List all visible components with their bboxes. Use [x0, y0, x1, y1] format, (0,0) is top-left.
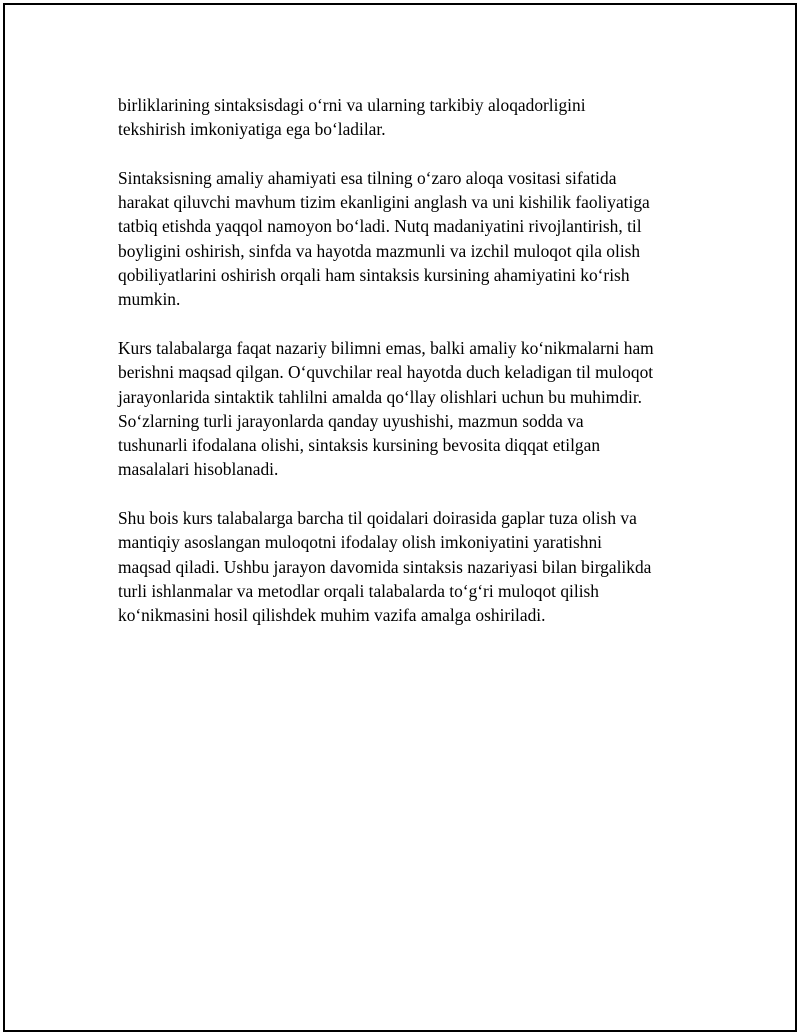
text-line: turli ishlanmalar va metodlar orqali talabalarda to‘g‘ri muloqot qilish	[118, 580, 600, 601]
text-line: Sintaksisning amaliy ahamiyati esa tilning o‘zaro aloqa vositasi sifatida	[118, 167, 617, 188]
paragraph-1	[118, 93, 698, 142]
text-line: mantiqiy asoslangan muloqotni ifodalay olish imkoniyatini yaratishni	[118, 532, 602, 553]
text-line: harakat qiluvchi mavhum tizim ekanligini anglash va uni kishilik faoliyatiga	[118, 192, 650, 213]
text-line: masalalari hisoblanadi.	[118, 459, 279, 480]
paragraph-4	[118, 506, 698, 627]
text-line: mumkin.	[118, 289, 181, 310]
paragraph-2	[118, 166, 698, 312]
text-line: qobiliyatlarini oshirish orqali ham sintaksis kursining ahamiyatini ko‘rish	[118, 265, 630, 286]
text-line: So‘zlarning turli jarayonlarda qanday uyushishi, mazmun sodda va	[118, 410, 584, 431]
text-line: maqsad qiladi. Ushbu jarayon davomida sintaksis nazariyasi bilan birgalikda	[118, 556, 652, 577]
text-line: berishni maqsad qilgan. O‘quvchilar real hayotda duch keladigan til muloqot	[118, 362, 654, 383]
text-line: ko‘nikmasini hosil qilishdek muhim vazifa amalga oshiriladi.	[118, 605, 546, 626]
text-line: Shu bois kurs talabalarga barcha til qoidalari doirasida gaplar tuza olish va	[118, 508, 637, 529]
text-line: boyligini oshirish, sinfda va hayotda mazmunli va izchil muloqot qila olish	[118, 240, 641, 261]
document-body	[118, 93, 698, 652]
text-line: birliklarining sintaksisdagi o‘rni va ularning tarkibiy aloqadorligini	[118, 95, 586, 115]
text-line: tekshirish imkoniyatiga ega bo‘ladilar.	[118, 119, 386, 140]
text-line: Kurs talabalarga faqat nazariy bilimni emas, balki amaliy ko‘nikmalarni ham	[118, 337, 654, 358]
paragraph-3	[118, 336, 698, 482]
text-line: jarayonlarida sintaktik tahlilni amalda qo‘llay olishlari uchun bu muhimdir.	[118, 386, 643, 407]
text-line: tushunarli ifodalana olishi, sintaksis kursining bevosita diqqat etilgan	[118, 435, 601, 456]
text-line: tatbiq etishda yaqqol namoyon bo‘ladi. Nutq madaniyatini rivojlantirish, til	[118, 216, 642, 237]
